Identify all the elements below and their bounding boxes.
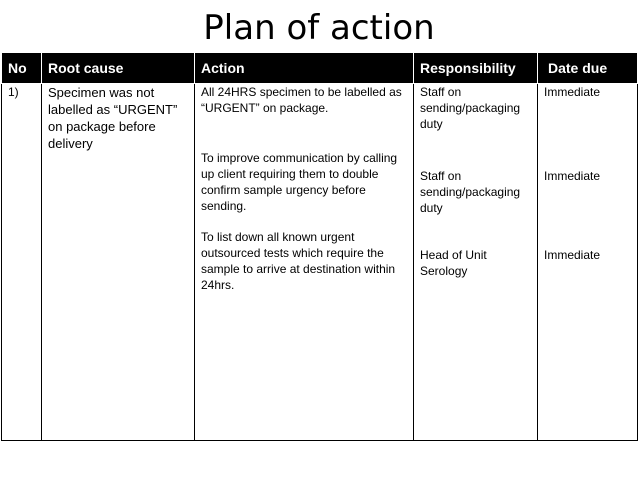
header-root-cause: Root cause [42, 53, 195, 84]
action-item: All 24HRS specimen to be labelled as “URGENT” on package. [201, 85, 402, 115]
action-item: To list down all known urgent outsourced tests which require the sample to arrive at destination within 24hrs. [201, 230, 396, 292]
date-due-item: Immediate [544, 248, 601, 262]
header-responsibility: Responsibility [414, 53, 538, 84]
responsibility-item: Staff on sending/packaging duty [420, 169, 521, 215]
table-header-row [2, 53, 638, 84]
header-action: Action [195, 53, 414, 84]
cell-actions [195, 84, 414, 441]
table-row [2, 84, 638, 441]
responsibility-item: Staff on sending/packaging duty [420, 85, 521, 131]
responsibility-item: Head of Unit Serology [420, 248, 487, 278]
cell-root-cause: Specimen was not labelled as “URGENT” on package before delivery [42, 84, 195, 441]
header-no: No [2, 53, 42, 84]
cell-dates-due [538, 84, 638, 441]
page-title: Plan of action [203, 8, 435, 48]
header-date-due: Date due [538, 53, 638, 84]
date-due-item: Immediate [544, 85, 601, 99]
date-due-item: Immediate [544, 169, 601, 183]
cell-responsibilities [414, 84, 538, 441]
cell-no: 1) [2, 84, 42, 441]
action-item: To improve communication by calling up client requiring them to double confirm sample urgency before sending. [201, 151, 398, 213]
action-plan-table [1, 52, 638, 441]
